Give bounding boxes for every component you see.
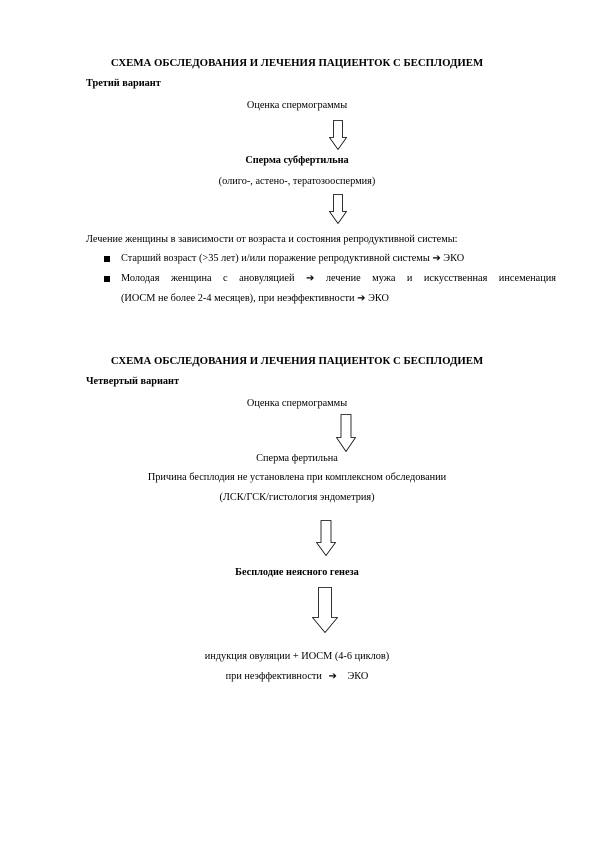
down-arrow-icon — [316, 520, 336, 556]
section1-title: СХЕМА ОБСЛЕДОВАНИЯ И ЛЕЧЕНИЯ ПАЦИЕНТОК С БЕСПЛОДИЕМ — [110, 57, 484, 69]
down-arrow-icon — [336, 414, 356, 452]
bullet-1-text: Старший возраст (>35 лет) и/или поражение репродуктивной системы — [121, 253, 430, 264]
right-arrow-icon: ➔ — [328, 671, 337, 682]
section1-variant: Третий вариант — [86, 78, 161, 89]
square-bullet-icon — [104, 256, 110, 262]
right-arrow-icon: ➔ — [432, 253, 441, 264]
right-arrow-icon: ➔ — [357, 293, 366, 304]
square-bullet-icon — [104, 276, 110, 282]
bullet-1 — [121, 254, 464, 264]
section1-step2-title: Сперма субфертильна — [245, 155, 349, 166]
bullet-2-result: ЭКО — [368, 293, 389, 304]
down-arrow-icon — [312, 587, 338, 633]
section2-step3: Бесплодие неясного генеза — [235, 567, 359, 578]
bullet-2-text-a: Молодая женщина с ановуляцией — [121, 273, 295, 284]
section1-step1: Оценка спермограммы — [246, 100, 348, 111]
bullet-2-text-c: (ИОСМ не более 2-4 месяцев), при неэффективности — [121, 293, 355, 304]
down-arrow-icon — [329, 120, 347, 150]
section1-step2-sub: (олиго-, астено-, тератозооспермия) — [218, 176, 376, 187]
section2-step4-b-line — [0, 672, 594, 682]
section2-step2-b: Причина бесплодия не установлена при комплексном обследовании — [147, 472, 447, 483]
section2-step4-a: индукция овуляции + ИОСМ (4-6 циклов) — [204, 651, 390, 662]
section2-step2-c: (ЛСК/ГСК/гистология эндометрия) — [219, 492, 375, 503]
bullet-2-text-b: лечение мужа и искусственная инсеменация — [325, 273, 557, 284]
bullet-2-line1 — [121, 274, 556, 284]
bullet-2-line2 — [121, 294, 389, 304]
section2-step4-b: при неэффективности — [225, 671, 322, 682]
section2-step1: Оценка спермограммы — [246, 398, 348, 409]
section1-treatment-intro: Лечение женщины в зависимости от возраста и состояния репродуктивной системы: — [86, 234, 458, 245]
bullet-1-result: ЭКО — [443, 253, 465, 264]
section2-step2-a: Сперма фертильна — [256, 453, 338, 464]
section2-step4-result: ЭКО — [347, 671, 369, 682]
down-arrow-icon — [329, 194, 347, 224]
section2-title: СХЕМА ОБСЛЕДОВАНИЯ И ЛЕЧЕНИЯ ПАЦИЕНТОК С БЕСПЛОДИЕМ — [110, 355, 484, 367]
right-arrow-icon: ➔ — [306, 273, 315, 284]
section2-variant: Четвертый вариант — [86, 376, 180, 387]
